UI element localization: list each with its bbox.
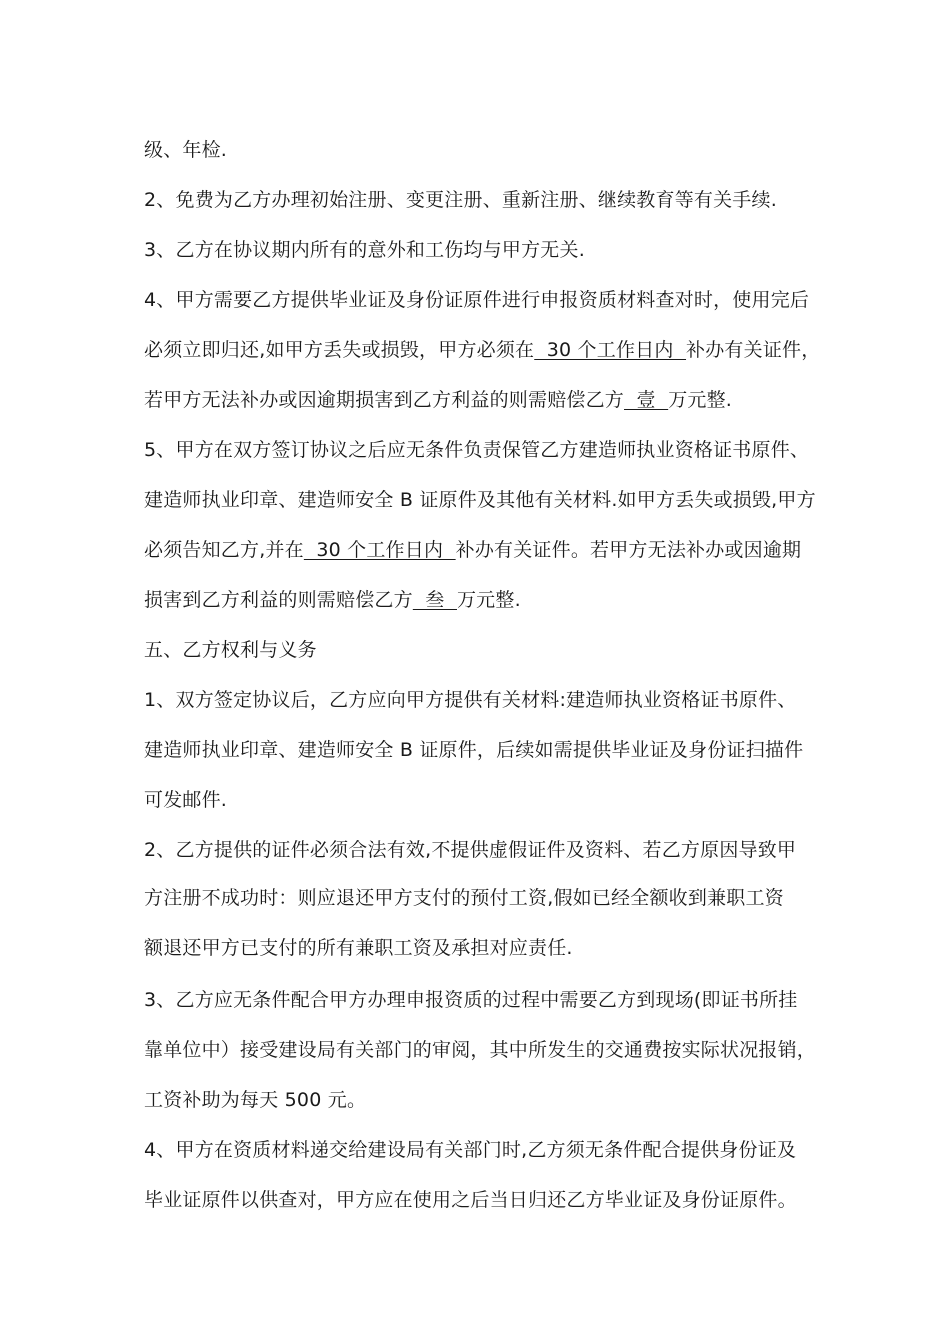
text-segment: 损害到乙方利益的则需赔偿乙方 (144, 589, 413, 611)
text-line: 1、双方签定协议后，乙方应向甲方提供有关材料:建造师执业资格证书原件、 (144, 689, 797, 711)
text-line: 3、乙方应无条件配合甲方办理申报资质的过程中需要乙方到现场(即证书所挂 (144, 989, 798, 1011)
text-line: 5、甲方在双方签订协议之后应无条件负责保管乙方建造师执业资格证书原件、 (144, 439, 810, 461)
text-segment: 补办有关证件。若甲方无法补办或因逾期 (455, 539, 802, 561)
text-line: 4、甲方需要乙方提供毕业证及身份证原件进行申报资质材料查对时，使用完后 (144, 289, 810, 311)
underlined-blank: 30 个工作日内 (303, 539, 456, 561)
underlined-blank: 叁 (412, 589, 457, 611)
text-line: 2、乙方提供的证件必须合法有效,不提供虚假证件及资料、若乙方原因导致甲 (144, 839, 797, 861)
text-line: 建造师执业印章、建造师安全 B 证原件，后续如需提供毕业证及身份证扫描件 (144, 739, 804, 761)
text-line (144, 335, 840, 365)
text-line (144, 535, 840, 565)
text-line: 级、年检. (144, 139, 228, 161)
text-segment: 万元整. (668, 389, 733, 411)
underlined-blank: 壹 (624, 389, 669, 411)
text-segment: 补办有关证件， (686, 339, 821, 361)
text-segment: 必须立即归还,如甲方丢失或损毁，甲方必须在 (144, 339, 535, 361)
text-line: 靠单位中）接受建设局有关部门的审阅，其中所发生的交通费按实际状况报销， (144, 1039, 817, 1061)
underlined-blank: 30 个工作日内 (534, 339, 687, 361)
text-line: 建造师执业印章、建造师安全 B 证原件及其他有关材料.如甲方丢失或损毁,甲方 (144, 489, 816, 511)
text-line: 毕业证原件以供查对，甲方应在使用之后当日归还乙方毕业证及身份证原件。 (144, 1189, 797, 1211)
text-line (144, 385, 840, 415)
section-heading: 五、乙方权利与义务 (144, 639, 317, 661)
text-line: 2、免费为乙方办理初始注册、变更注册、重新注册、继续教育等有关手续. (144, 189, 777, 211)
text-segment: 必须告知乙方,并在 (144, 539, 304, 561)
text-line (144, 585, 840, 615)
text-segment: 万元整. (456, 589, 521, 611)
text-line: 方注册不成功时：则应退还甲方支付的预付工资,假如已经全额收到兼职工资 (144, 887, 784, 909)
text-line: 4、甲方在资质材料递交给建设局有关部门时,乙方须无条件配合提供身份证及 (144, 1139, 797, 1161)
text-line: 可发邮件. (144, 789, 228, 811)
text-line: 工资补助为每天 500 元。 (144, 1089, 367, 1111)
text-line: 3、乙方在协议期内所有的意外和工伤均与甲方无关. (144, 239, 585, 261)
text-line: 额退还甲方已支付的所有兼职工资及承担对应责任. (144, 937, 573, 959)
text-segment: 若甲方无法补办或因逾期损害到乙方利益的则需赔偿乙方 (144, 389, 625, 411)
